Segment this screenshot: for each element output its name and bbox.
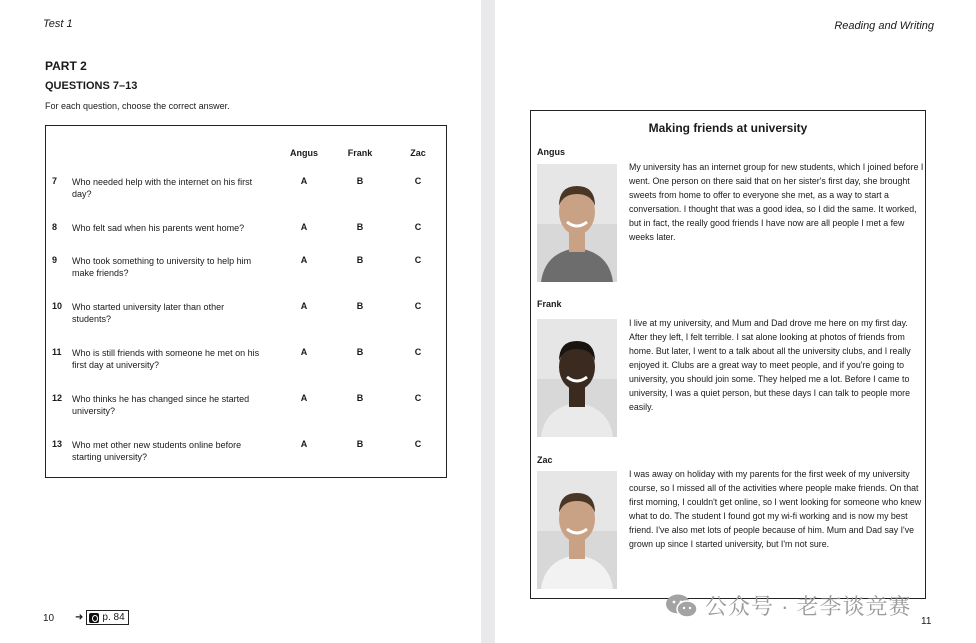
- answer-key-icon: [89, 613, 99, 623]
- questions-table: [45, 125, 447, 478]
- person-photo: [537, 319, 617, 437]
- question-row: [46, 255, 446, 285]
- watermark: [665, 590, 912, 621]
- answer-option-b[interactable]: B: [356, 255, 364, 265]
- running-header-right: Reading and Writing: [834, 20, 934, 32]
- question-number: 9: [52, 255, 58, 265]
- person-photo: [537, 471, 617, 589]
- article-title: Making friends at university: [648, 121, 808, 135]
- person-paragraph: I live at my university, and Mum and Dad drove me here on my first day. After they left, I felt terrible. I sat alone looking at photos of friends from home. But later, I went to a talk about all the university clubs, and I really enjoyed it. Clubs are a great way to meet people, and if you're going to university, you should join some. They helped me a lot. Before I came to university, I was a quiet person, but these days I can talk to people more easily.: [629, 318, 911, 412]
- question-text: Who needed help with the internet on his first day?: [72, 177, 253, 199]
- answer-option-c[interactable]: C: [414, 439, 422, 449]
- question-number: 13: [52, 439, 63, 449]
- question-text: Who started university later than other students?: [72, 302, 225, 324]
- person-name: Zac: [537, 455, 553, 465]
- answer-option-a[interactable]: A: [300, 301, 308, 311]
- column-header-angus: Angus: [290, 148, 318, 158]
- arrow-right-icon: ➜: [75, 612, 84, 623]
- question-text: Who thinks he has changed since he started university?: [72, 394, 250, 416]
- question-row: [46, 301, 446, 331]
- question-text: Who took something to university to help him make friends?: [72, 256, 252, 278]
- page-reference-box[interactable]: [86, 610, 128, 625]
- answer-option-c[interactable]: C: [414, 347, 422, 357]
- answer-option-a[interactable]: A: [300, 347, 308, 357]
- answer-option-c[interactable]: C: [414, 176, 422, 186]
- question-text: Who felt sad when his parents went home?: [72, 223, 245, 233]
- question-row: [46, 439, 446, 469]
- answer-option-a[interactable]: A: [300, 393, 308, 403]
- column-header-frank: Frank: [347, 148, 373, 158]
- watermark-text: 公众号 · 老李谈竞赛: [705, 594, 912, 619]
- person-paragraph: My university has an internet group for new students, which I joined before I went. One person on there said that on her sister's first day, she brought sweets from home to offer to everyone she met, as a way to start a conversation. I thought that was a good idea, so I did the same. It worked, but in fact, the really good friends I have now are all people I met a few weeks later.: [629, 162, 924, 242]
- answer-option-b[interactable]: B: [356, 393, 364, 403]
- question-text: Who met other new students online before starting university?: [72, 440, 242, 462]
- question-number: 10: [52, 301, 63, 311]
- wechat-icon: [665, 593, 699, 619]
- running-header-left: Test 1: [43, 18, 73, 30]
- answer-option-b[interactable]: B: [356, 347, 364, 357]
- part-title: PART 2: [45, 59, 87, 73]
- answer-option-a[interactable]: A: [300, 222, 308, 232]
- person-photo: [537, 164, 617, 282]
- question-row: [46, 222, 446, 252]
- answer-option-b[interactable]: B: [356, 439, 364, 449]
- question-number: 12: [52, 393, 63, 403]
- person-name: Angus: [537, 147, 565, 157]
- answer-option-a[interactable]: A: [300, 255, 308, 265]
- answer-option-b[interactable]: B: [356, 176, 364, 186]
- left-page: [0, 0, 481, 643]
- page-number-right: 11: [921, 616, 932, 627]
- question-number: 11: [52, 347, 62, 357]
- instruction-text: For each question, choose the correct answer.: [45, 101, 230, 111]
- answer-option-b[interactable]: B: [356, 301, 364, 311]
- answer-option-c[interactable]: C: [414, 222, 422, 232]
- article-box: [530, 110, 926, 599]
- page-reference[interactable]: [75, 610, 129, 625]
- answer-option-a[interactable]: A: [300, 439, 308, 449]
- person-name: Frank: [537, 299, 562, 309]
- answer-option-c[interactable]: C: [414, 393, 422, 403]
- person-paragraph: I was away on holiday with my parents for the first week of my university course, so I missed all of the activities where people make friends. On that first morning, I couldn't get online, so I went looking for someone who knew what to do. The student I found got my wi-fi working and is now my best friend. I've also met lots of people because of him. Mum and Dad say I've grown up since I started university, but I'm not sure.: [629, 469, 922, 549]
- answer-option-a[interactable]: A: [300, 176, 308, 186]
- question-number: 8: [52, 222, 58, 232]
- question-number: 7: [52, 176, 58, 186]
- question-row: [46, 393, 446, 423]
- questions-range: QUESTIONS 7–13: [45, 80, 138, 92]
- right-page: [495, 0, 976, 643]
- answer-option-c[interactable]: C: [414, 255, 422, 265]
- answer-option-c[interactable]: C: [414, 301, 422, 311]
- page-number-left: 10: [43, 613, 55, 624]
- page-reference-label: p. 84: [102, 612, 125, 623]
- answer-option-b[interactable]: B: [356, 222, 364, 232]
- column-header-zac: Zac: [410, 148, 426, 158]
- question-text: Who is still friends with someone he met on his first day at university?: [72, 348, 260, 370]
- question-row: [46, 176, 446, 206]
- question-row: [46, 347, 446, 377]
